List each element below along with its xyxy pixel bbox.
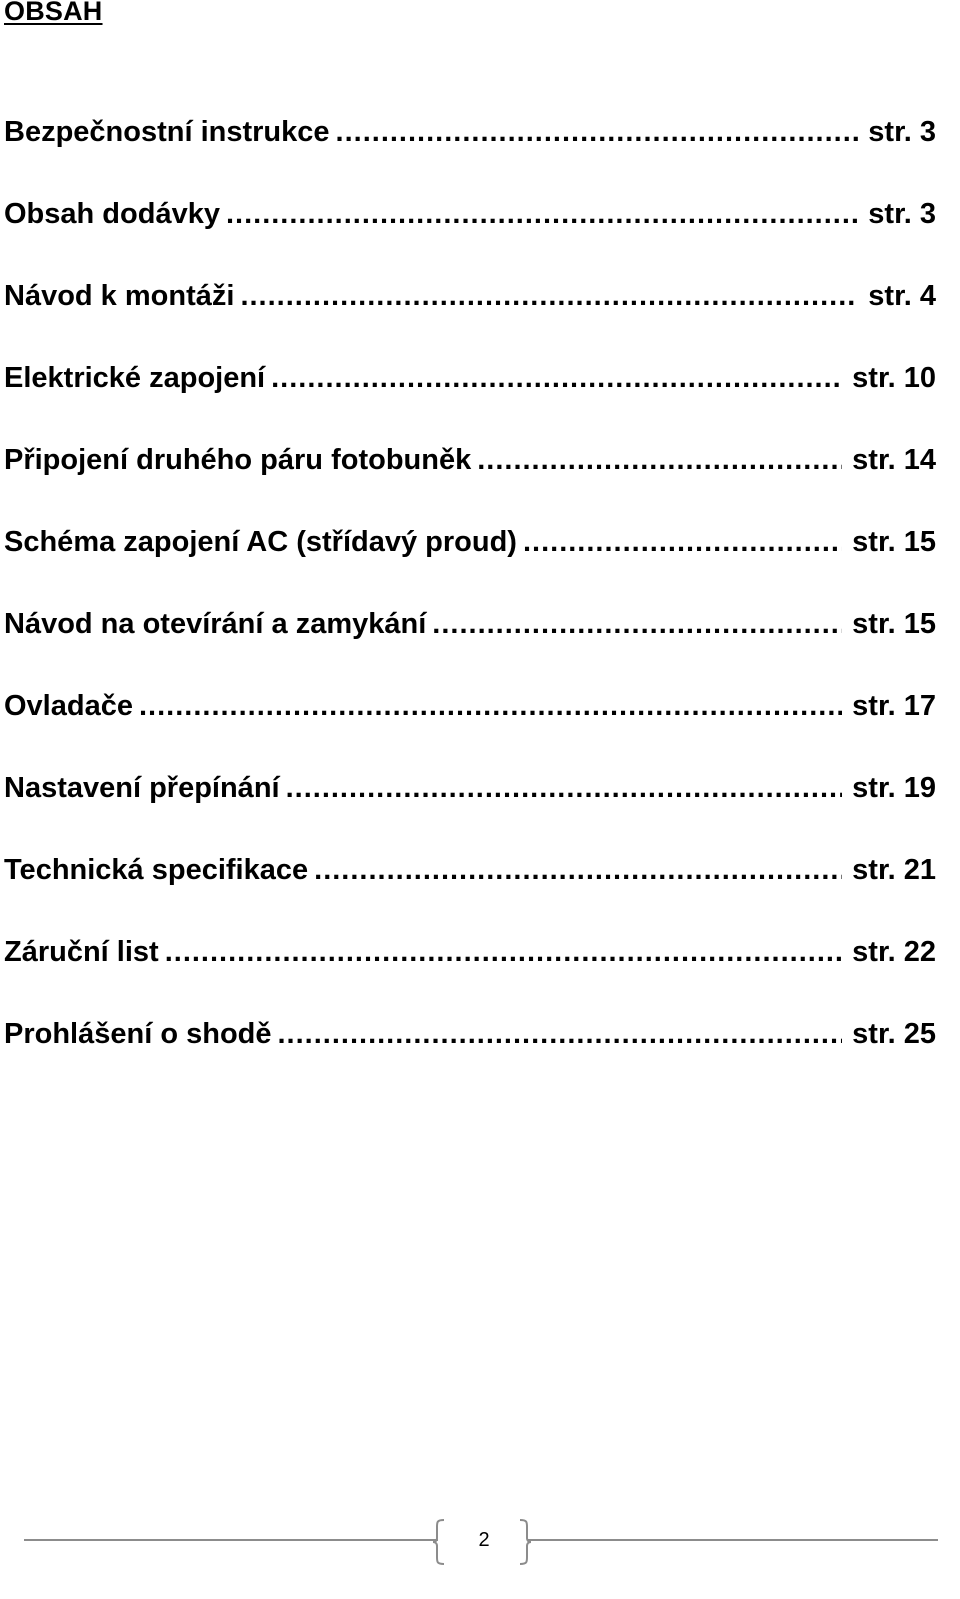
left-brace-icon (432, 1519, 446, 1570)
toc-entry-title: Připojení druhého páru fotobuněk (4, 444, 472, 476)
footer-rule-right (528, 1539, 938, 1541)
toc-entry-title: Záruční list (4, 936, 159, 968)
toc-entry-page: str. 22 (852, 936, 936, 968)
toc-leader-dots (278, 1018, 843, 1051)
toc-entry-title: Bezpečnostní instrukce (4, 116, 330, 148)
toc-entry-title: Schéma zapojení AC (střídavý proud) (4, 526, 517, 558)
page-number: 2 (478, 1529, 490, 1551)
page-title: OBSAH (4, 0, 103, 26)
toc-entry-title: Návod k montáži (4, 280, 235, 312)
right-brace-icon (518, 1519, 532, 1570)
toc-entry-title: Prohlášení o shodě (4, 1018, 272, 1050)
toc-entry-page: str. 17 (852, 690, 936, 722)
toc-entry-page: str. 21 (852, 854, 936, 886)
toc-entry-page: str. 3 (868, 198, 936, 230)
toc-entry-title: Obsah dodávky (4, 198, 220, 230)
toc-entry-page: str. 3 (868, 116, 936, 148)
toc-leader-dots (477, 444, 842, 477)
toc-entry-title: Elektrické zapojení (4, 362, 266, 394)
toc-leader-dots (271, 362, 842, 395)
toc-leader-dots (139, 690, 842, 723)
toc-entry-page: str. 15 (852, 608, 936, 640)
toc-entry-warranty (4, 936, 936, 1018)
toc-leader-dots (286, 772, 843, 805)
toc-entry-title: Technická specifikace (4, 854, 309, 886)
toc-leader-dots (523, 526, 842, 559)
toc-entry-ac-diagram (4, 526, 936, 608)
toc-leader-dots (165, 936, 842, 969)
toc-entry-page: str. 19 (852, 772, 936, 804)
toc-entry-remotes (4, 690, 936, 772)
toc-entry-conformity (4, 1018, 936, 1100)
toc-entry-title: Nastavení přepínání (4, 772, 280, 804)
toc-entry-photocells (4, 444, 936, 526)
toc-entry-page: str. 10 (852, 362, 936, 394)
toc-entry-page: str. 14 (852, 444, 936, 476)
table-of-contents (4, 116, 936, 1100)
toc-entry-page: str. 25 (852, 1018, 936, 1050)
toc-leader-dots (226, 198, 858, 231)
toc-entry-title: Ovladače (4, 690, 133, 722)
toc-leader-dots (432, 608, 842, 641)
toc-entry-safety (4, 116, 936, 198)
toc-leader-dots (240, 280, 858, 313)
toc-entry-wiring (4, 362, 936, 444)
toc-entry-package-contents (4, 198, 936, 280)
toc-entry-title: Návod na otevírání a zamykání (4, 608, 427, 640)
footer-rule-left (24, 1539, 438, 1541)
toc-leader-dots (336, 116, 859, 149)
toc-entry-switch-settings (4, 772, 936, 854)
toc-entry-page: str. 15 (852, 526, 936, 558)
toc-leader-dots (314, 854, 842, 887)
toc-entry-specs (4, 854, 936, 936)
toc-entry-page: str. 4 (868, 280, 936, 312)
toc-entry-open-lock (4, 608, 936, 690)
toc-entry-installation (4, 280, 936, 362)
